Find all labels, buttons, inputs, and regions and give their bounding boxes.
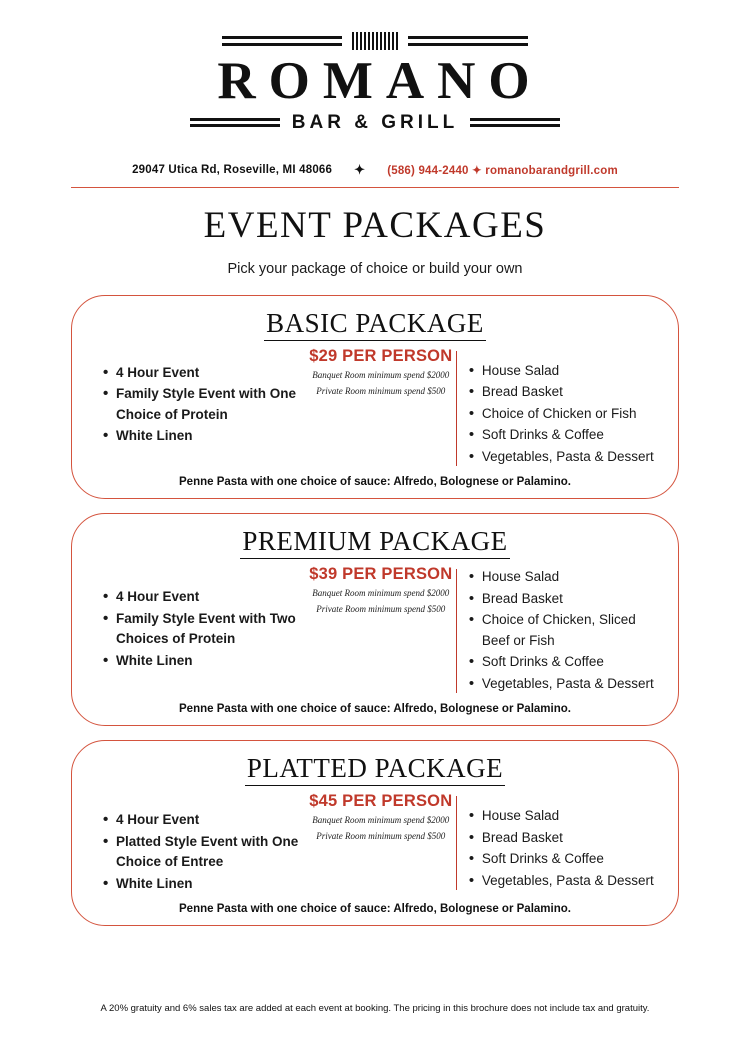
page-subtitle: Pick your package of choice or build your own xyxy=(227,260,523,277)
package-min-private: Private Room minimum spend $500 xyxy=(316,604,446,615)
rule-right-lower xyxy=(470,118,560,127)
brand-header xyxy=(0,0,750,134)
logo-top-rule xyxy=(0,30,750,52)
list-item: • 4 Hour Event xyxy=(116,587,306,608)
list-item: • Bread Basket xyxy=(482,382,664,403)
brand-name: ROMANO xyxy=(217,52,543,110)
package-price-column xyxy=(306,565,456,616)
header-divider xyxy=(71,187,679,188)
page-title: EVENT PACKAGES xyxy=(203,204,547,246)
package-card-platted[interactable] xyxy=(71,740,679,926)
package-includes-list xyxy=(466,361,664,468)
contact-phone-website[interactable]: (586) 944-2440 ✦ romanobarandgrill.com xyxy=(387,164,618,177)
package-title-wrap xyxy=(86,751,664,786)
list-item: • 4 Hour Event xyxy=(116,363,306,384)
package-includes-column xyxy=(456,565,664,695)
list-item: • House Salad xyxy=(482,806,664,827)
package-body xyxy=(86,792,664,895)
package-title: PREMIUM PACKAGE xyxy=(240,526,509,559)
list-item: • Choice of Chicken, Sliced Beef or Fish xyxy=(482,610,664,651)
contact-bar xyxy=(0,162,750,178)
list-item: • Platted Style Event with One Choice of Entree xyxy=(116,832,306,873)
logo-bottom-rule xyxy=(0,112,750,134)
package-features-column xyxy=(86,347,306,448)
list-item: • House Salad xyxy=(482,361,664,382)
list-item: • Vegetables, Pasta & Dessert xyxy=(482,447,664,468)
package-title-wrap xyxy=(86,524,664,559)
package-body xyxy=(86,565,664,695)
packages-list xyxy=(0,295,750,927)
package-includes-column xyxy=(456,347,664,469)
package-price: $29 PER PERSON xyxy=(309,346,453,365)
rule-left xyxy=(222,36,342,46)
package-features-list xyxy=(100,810,306,894)
package-min-private: Private Room minimum spend $500 xyxy=(316,385,446,396)
vertical-divider xyxy=(456,796,457,890)
rule-left-lower xyxy=(190,118,280,127)
list-item: • Bread Basket xyxy=(482,828,664,849)
package-title-wrap xyxy=(86,306,664,341)
contact-address: 29047 Utica Rd, Roseville, MI 48066 xyxy=(132,163,333,176)
package-body xyxy=(86,347,664,469)
package-features-list xyxy=(100,587,306,671)
package-title: BASIC PACKAGE xyxy=(264,308,486,341)
list-item: • White Linen xyxy=(116,874,306,895)
package-price: $45 PER PERSON xyxy=(309,792,453,811)
package-min-banquet: Banquet Room minimum spend $2000 xyxy=(312,815,450,826)
vertical-divider xyxy=(456,351,457,467)
package-min-private: Private Room minimum spend $500 xyxy=(316,831,446,842)
package-card-premium[interactable] xyxy=(71,513,679,726)
list-item: • White Linen xyxy=(116,651,306,672)
package-price: $39 PER PERSON xyxy=(309,565,453,584)
package-footnote: Penne Pasta with one choice of sauce: Alfredo, Bolognese or Palamino. xyxy=(179,703,571,716)
rule-right xyxy=(408,36,528,46)
package-min-banquet: Banquet Room minimum spend $2000 xyxy=(312,588,450,599)
package-price-column xyxy=(306,347,456,398)
package-price-column xyxy=(306,792,456,843)
barcode-icon xyxy=(352,32,398,50)
footer-disclaimer: A 20% gratuity and 6% sales tax are added at each event at booking. The pricing in this brochure does not include tax and gratuity. xyxy=(100,1003,650,1014)
list-item: • Vegetables, Pasta & Dessert xyxy=(482,674,664,695)
package-card-basic[interactable] xyxy=(71,295,679,500)
list-item: • 4 Hour Event xyxy=(116,810,306,831)
list-item: • Family Style Event with Two Choices of Protein xyxy=(116,609,306,650)
package-includes-list xyxy=(466,567,664,694)
package-footnote: Penne Pasta with one choice of sauce: Alfredo, Bolognese or Palamino. xyxy=(179,903,571,916)
list-item: • Soft Drinks & Coffee xyxy=(482,849,664,870)
package-footnote: Penne Pasta with one choice of sauce: Alfredo, Bolognese or Palamino. xyxy=(179,476,571,489)
list-item: • Bread Basket xyxy=(482,589,664,610)
brand-tagline: BAR & GRILL xyxy=(291,111,459,133)
package-features-column xyxy=(86,565,306,672)
package-includes-column xyxy=(456,792,664,892)
package-features-list xyxy=(100,363,306,447)
list-item: • Choice of Chicken or Fish xyxy=(482,404,664,425)
package-min-banquet: Banquet Room minimum spend $2000 xyxy=(312,369,450,380)
package-includes-list xyxy=(466,806,664,891)
list-item: • Vegetables, Pasta & Dessert xyxy=(482,871,664,892)
package-title: PLATTED PACKAGE xyxy=(245,753,505,786)
list-item: • Family Style Event with One Choice of Protein xyxy=(116,384,306,425)
list-item: • Soft Drinks & Coffee xyxy=(482,425,664,446)
list-item: • Soft Drinks & Coffee xyxy=(482,652,664,673)
vertical-divider xyxy=(456,569,457,693)
package-features-column xyxy=(86,792,306,895)
list-item: • White Linen xyxy=(116,426,306,447)
diamond-icon: ✦ xyxy=(354,161,366,177)
list-item: • House Salad xyxy=(482,567,664,588)
